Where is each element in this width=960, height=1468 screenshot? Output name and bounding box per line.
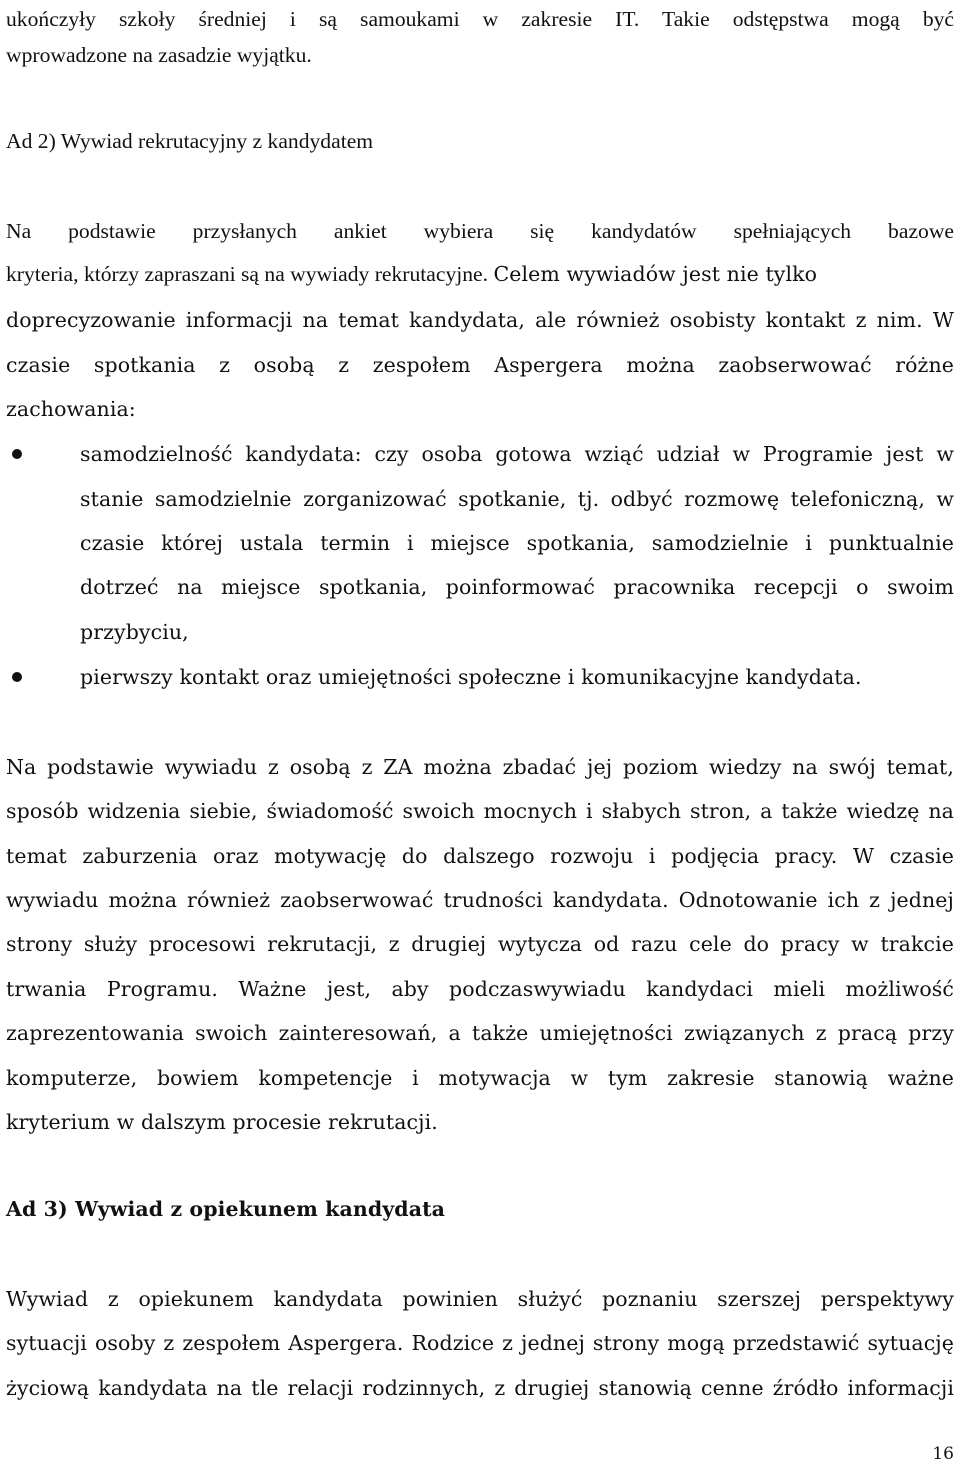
paragraph-2-line: temat zaburzenia oraz motywację do dalszego rozwoju i podjęcia pracy. W czasie	[6, 844, 954, 868]
paragraph-3-line: sytuacji osoby z zespołem Aspergera. Rodzice z jednej strony mogą przedstawić sytuację	[6, 1331, 954, 1355]
bullet-1-line-4: dotrzeć na miejsce spotkania, poinformować pracownika recepcji o swoim	[80, 575, 954, 599]
bullet-1-line-5: przybyciu,	[80, 620, 189, 644]
paragraph-2-line: Na podstawie wywiadu z osobą z ZA można zbadać jej poziom wiedzy na swój temat,	[6, 755, 954, 779]
paragraph-2-line: kryterium w dalszym procesie rekrutacji.	[6, 1110, 438, 1134]
paragraph-2-line: sposób widzenia siebie, świadomość swoich mocnych i słabych stron, a także wiedzę na	[6, 799, 954, 823]
paragraph-1-line-2	[6, 259, 954, 289]
bullet-2-line-1: pierwszy kontakt oraz umiejętności społeczne i komunikacyjne kandydata.	[80, 665, 862, 689]
paragraph-3-line: życiową kandydata na tle relacji rodzinnych, z drugiej stanowią cenne źródło informacji	[6, 1376, 954, 1400]
bullet-1-line-2: stanie samodzielnie zorganizować spotkanie, tj. odbyć rozmowę telefoniczną, w	[80, 487, 954, 511]
section-3-heading: Ad 3) Wywiad z opiekunem kandydata	[6, 1197, 446, 1221]
section-2-heading: Ad 2) Wywiad rekrutacyjny z kandydatem	[6, 129, 374, 153]
paragraph-2-line: strony służy procesowi rekrutacji, z drugiej wytycza od razu cele do pracy w trakcie	[6, 932, 954, 956]
paragraph-1-line-2-part-a: kryteria, którzy zapraszani są na wywiady rekrutacyjne.	[6, 262, 489, 286]
bullet-1-line-1: samodzielność kandydata: czy osoba gotowa wziąć udział w Programie jest w	[80, 442, 954, 466]
bullet-1-line-3: czasie której ustala termin i miejsce spotkania, samodzielnie i punktualnie	[80, 531, 954, 555]
page-number: 16	[932, 1444, 954, 1464]
bullet-dot-icon	[12, 449, 22, 459]
paragraph-1-line-5: zachowania:	[6, 397, 136, 421]
paragraph-2-line: komputerze, bowiem kompetencje i motywacja w tym zakresie stanowią ważne	[6, 1066, 954, 1090]
paragraph-1-line-2-part-b: Celem wywiadów jest nie tylko	[493, 262, 818, 286]
intro-line-1: ukończyły szkoły średniej i są samoukami w zakresie IT. Takie odstępstwa mogą być	[6, 7, 954, 31]
intro-line-2: wprowadzone na zasadzie wyjątku.	[6, 43, 312, 67]
paragraph-1-line-3: doprecyzowanie informacji na temat kandydata, ale również osobisty kontakt z nim. W	[6, 308, 954, 332]
paragraph-3-line: Wywiad z opiekunem kandydata powinien służyć poznaniu szerszej perspektywy	[6, 1287, 954, 1311]
paragraph-2-line: wywiadu można również zaobserwować trudności kandydata. Odnotowanie ich z jednej	[6, 888, 954, 912]
paragraph-1-line-4: czasie spotkania z osobą z zespołem Aspergera można zaobserwować różne	[6, 353, 954, 377]
paragraph-2-line: trwania Programu. Ważne jest, aby podczaswywiadu kandydaci mieli możliwość	[6, 977, 954, 1001]
bullet-dot-icon	[12, 672, 22, 682]
paragraph-2-line: zaprezentowania swoich zainteresowań, a także umiejętności związanych z pracą przy	[6, 1021, 954, 1045]
paragraph-1-line-1: Na podstawie przysłanych ankiet wybiera się kandydatów spełniających bazowe	[6, 219, 954, 243]
